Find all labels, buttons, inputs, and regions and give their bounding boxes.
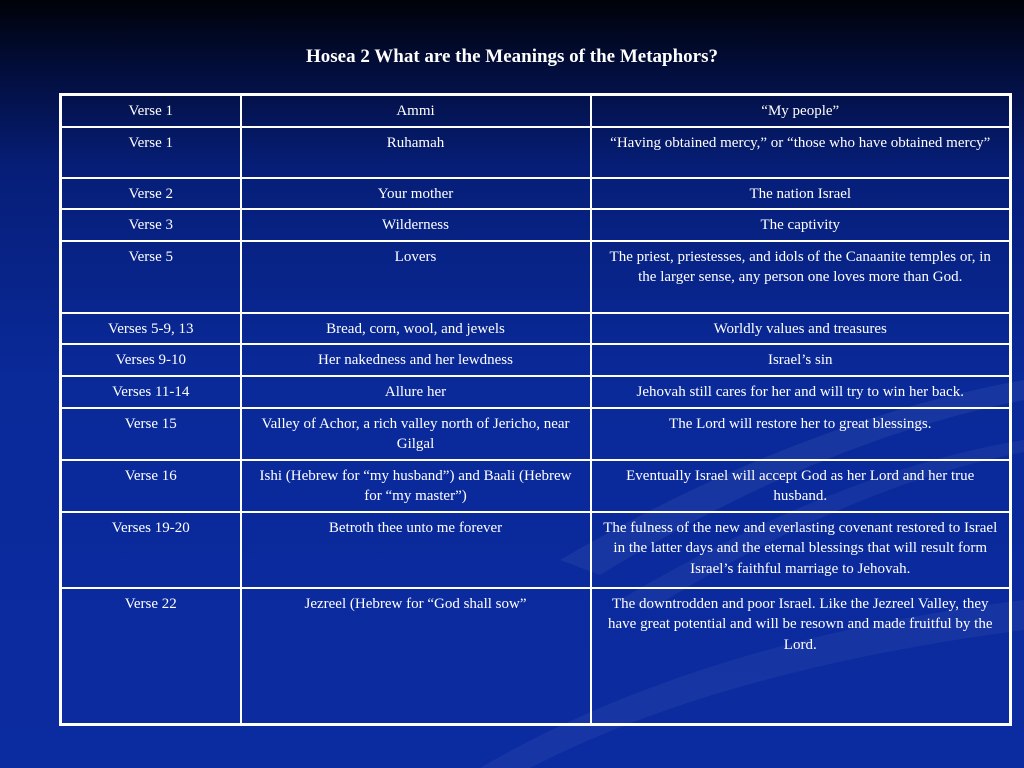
metaphor-cell: Your mother (241, 178, 591, 210)
table-row (61, 376, 1011, 408)
metaphor-cell: Wilderness (241, 209, 591, 241)
meaning-cell: Jehovah still cares for her and will try to win her back. (591, 376, 1011, 408)
meaning-cell: “Having obtained mercy,” or “those who have obtained mercy” (591, 127, 1011, 178)
verse-cell: Verse 22 (61, 588, 241, 725)
table-row (61, 344, 1011, 376)
metaphor-cell: Jezreel (Hebrew for “God shall sow” (241, 588, 591, 725)
verse-cell: Verse 16 (61, 460, 241, 512)
verse-cell: Verse 3 (61, 209, 241, 241)
verse-cell: Verses 5-9, 13 (61, 313, 241, 345)
metaphor-cell: Ammi (241, 95, 591, 127)
table-row (61, 241, 1011, 313)
meaning-cell: The Lord will restore her to great blessings. (591, 408, 1011, 460)
table-row (61, 313, 1011, 345)
verse-cell: Verse 15 (61, 408, 241, 460)
table-row (61, 588, 1011, 725)
meaning-cell: The fulness of the new and everlasting covenant restored to Israel in the latter days and the eternal blessings that will result form Israel’s faithful marriage to Jehovah. (591, 512, 1011, 588)
table-row (61, 127, 1011, 178)
table-row (61, 512, 1011, 588)
meaning-cell: Israel’s sin (591, 344, 1011, 376)
meaning-cell: The nation Israel (591, 178, 1011, 210)
verse-cell: Verse 5 (61, 241, 241, 313)
table-row (61, 95, 1011, 127)
meaning-cell: Worldly values and treasures (591, 313, 1011, 345)
verse-cell: Verses 19-20 (61, 512, 241, 588)
meaning-cell: “My people” (591, 95, 1011, 127)
metaphor-table (59, 93, 1012, 726)
metaphor-cell: Bread, corn, wool, and jewels (241, 313, 591, 345)
verse-cell: Verse 2 (61, 178, 241, 210)
metaphor-cell: Ruhamah (241, 127, 591, 178)
meaning-cell: The captivity (591, 209, 1011, 241)
table-row (61, 178, 1011, 210)
table-row (61, 408, 1011, 460)
metaphor-cell: Lovers (241, 241, 591, 313)
verse-cell: Verses 11-14 (61, 376, 241, 408)
meaning-cell: The priest, priestesses, and idols of the Canaanite temples or, in the larger sense, any person one loves more than God. (591, 241, 1011, 313)
metaphor-cell: Allure her (241, 376, 591, 408)
table-row (61, 209, 1011, 241)
metaphor-cell: Her nakedness and her lewdness (241, 344, 591, 376)
metaphor-cell: Betroth thee unto me forever (241, 512, 591, 588)
slide-title: Hosea 2 What are the Meanings of the Metaphors? (306, 46, 718, 67)
meaning-cell: Eventually Israel will accept God as her Lord and her true husband. (591, 460, 1011, 512)
meaning-cell: The downtrodden and poor Israel. Like the Jezreel Valley, they have great potential and will be resown and made fruitful by the Lord. (591, 588, 1011, 725)
verse-cell: Verses 9-10 (61, 344, 241, 376)
metaphor-cell: Valley of Achor, a rich valley north of Jericho, near Gilgal (241, 408, 591, 460)
verse-cell: Verse 1 (61, 127, 241, 178)
metaphor-cell: Ishi (Hebrew for “my husband”) and Baali (Hebrew for “my master”) (241, 460, 591, 512)
table-row (61, 460, 1011, 512)
verse-cell: Verse 1 (61, 95, 241, 127)
